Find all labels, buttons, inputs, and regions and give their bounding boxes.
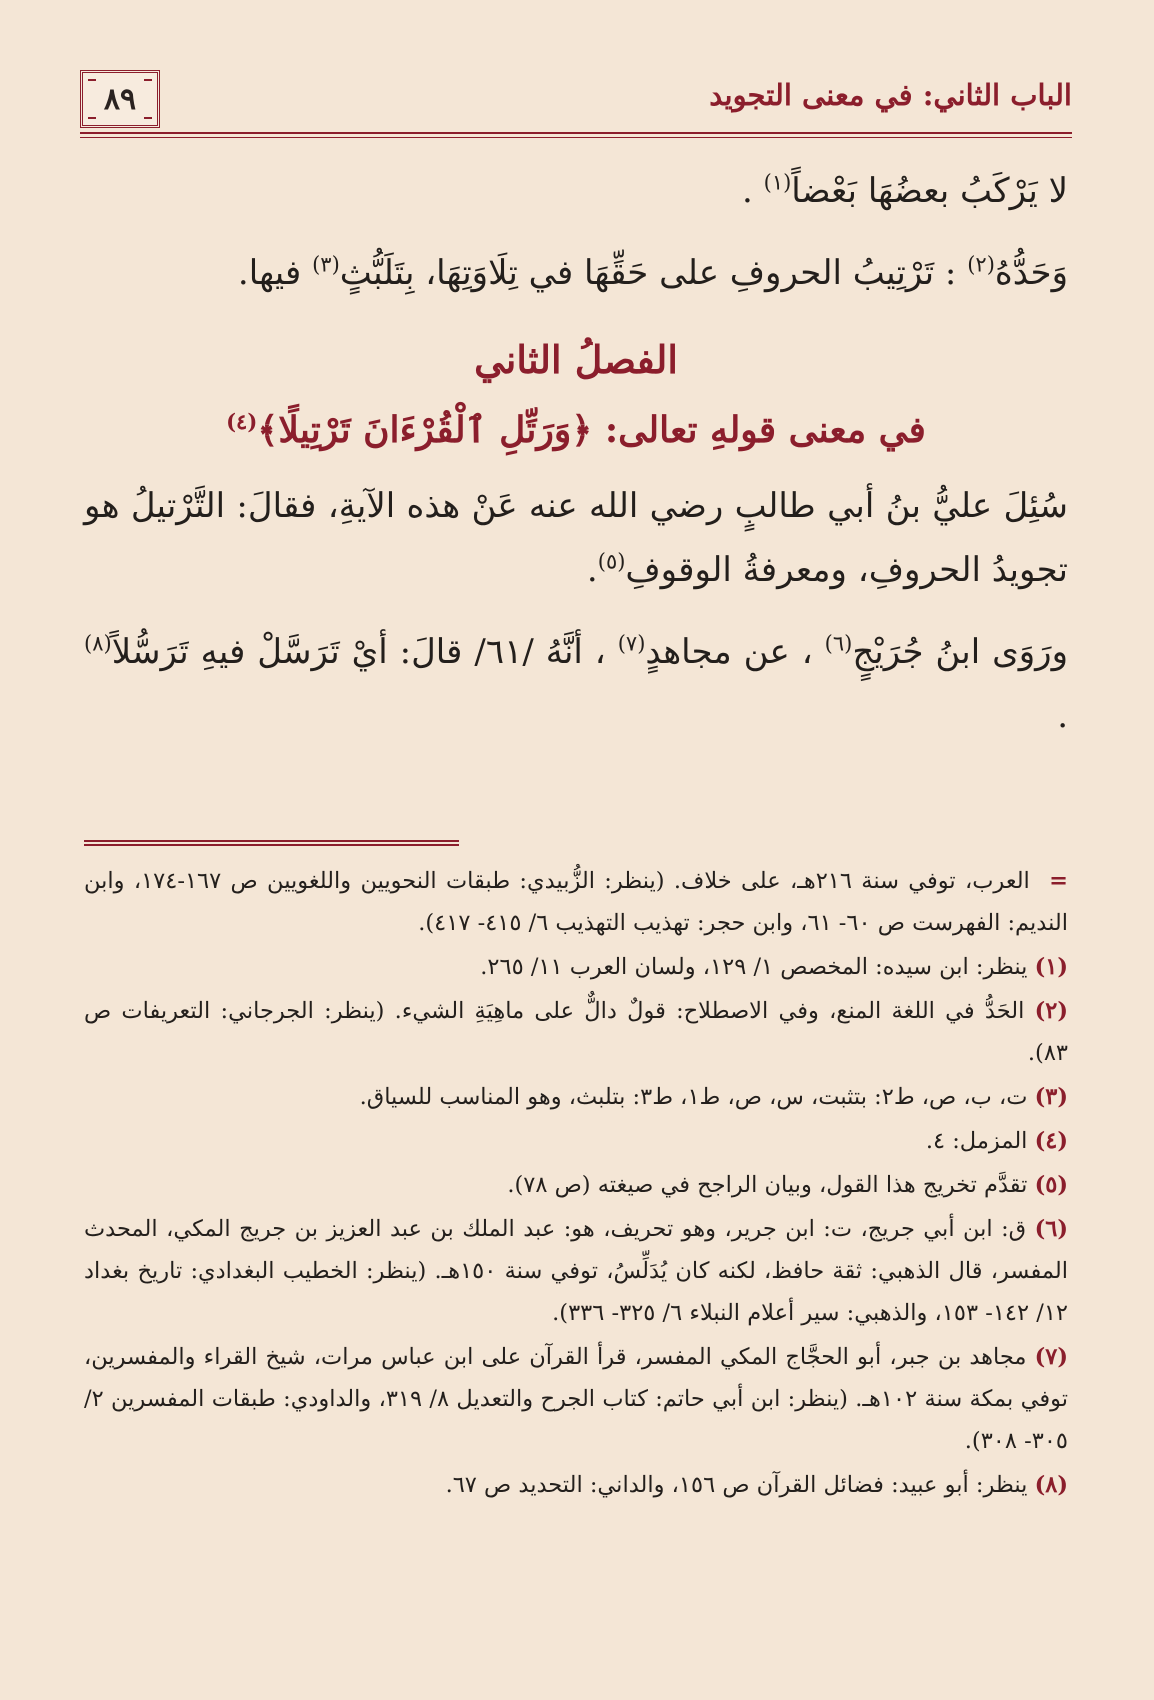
- footnote-ref: (٤): [226, 409, 258, 434]
- text-run: فيها.: [237, 253, 302, 293]
- page-number: ٨٩: [80, 70, 160, 128]
- footnote-6: [84, 1208, 1068, 1334]
- footnote-ref: (٢): [967, 252, 995, 277]
- text-line: [84, 242, 1068, 304]
- paragraph: [84, 474, 1068, 602]
- footnote-text: مجاهد بن جبر، أبو الحجَّاج المكي المفسر، قرأ القرآن على ابن عباس مرات، شيخ القراء والمفسرين، توفي بمكة سنة ١٠٢هـ. (ينظر: ابن أبي حاتم: كتاب الجرح والتعديل ٨/ ٣١٩، والداودي: طبقات المفسرين ٢/ ٣٠٥- ٣٠٨).: [84, 1344, 1068, 1454]
- main-text: [84, 160, 1068, 748]
- footnote-text: العرب، توفي سنة ٢١٦هـ، على خلاف. (ينظر: الزُّبيدي: طبقات النحويين واللغويين ص ١٦٧-١٧٤، وابن النديم: الفهرست ص ٦٠- ٦١، وابن حجر: تهذيب التهذيب ٦/ ٤١٥- ٤١٧).: [84, 868, 1068, 936]
- footnote-8: [84, 1464, 1068, 1506]
- footnote-5: [84, 1164, 1068, 1206]
- footnote-ref: (١): [763, 170, 792, 195]
- text-run: ورَوَى ابنُ جُرَيْجٍ: [852, 632, 1069, 672]
- footnote-marker: (١): [1034, 954, 1068, 980]
- quran-verse: ﴿وَرَتِّلِ ٱلْقُرْءَانَ تَرْتِيلًا﴾: [257, 409, 593, 451]
- footnote-ref: (٥): [597, 549, 626, 574]
- chapter-subtitle: [84, 398, 1068, 462]
- text-run: : تَرْتِيبُ الحروفِ على حَقِّهَا في تِلَاوَتِهَا، بِتَلَبُّثٍ: [339, 253, 957, 293]
- footnote-1: [84, 946, 1068, 988]
- text-run: .: [1057, 696, 1068, 736]
- footnote-rule: [84, 840, 459, 846]
- page-header: [80, 70, 1072, 140]
- footnote-text: ينظر: ابن سيده: المخصص ١/ ١٢٩، ولسان العرب ١١/ ٢٦٥.: [480, 954, 1028, 980]
- footnote-text: ينظر: أبو عبيد: فضائل القرآن ص ١٥٦، والداني: التحديد ص ٦٧.: [445, 1472, 1028, 1498]
- text-run: ، أنَّهُ /٦١/ قالَ: أيْ تَرَسَّلْ فيهِ تَرَسُّلاً: [111, 632, 606, 672]
- text-run: .: [586, 550, 598, 590]
- chapter-title: الفصلُ الثاني: [474, 337, 678, 382]
- footnote-3: [84, 1076, 1068, 1118]
- footnote-text: ق: ابن أبي جريج، ت: ابن جرير، وهو تحريف، هو: عبد الملك بن عبد العزيز بن جريج المكي، المحدث المفسر، قال الذهبي: ثقة حافظ، لكنه كان يُدَلِّسُ، توفي سنة ١٥٠هـ. (ينظر: الخطيب البغدادي: تاريخ بغداد ١٢/ ١٤٢- ١٥٣، والذهبي: سير أعلام النبلاء ٦/ ٣٢٥- ٣٣٦).: [84, 1216, 1068, 1326]
- text-run: لا يَرْكَبُ بعضُهَا بَعْضاً: [791, 171, 1068, 211]
- header-rule: [80, 132, 1072, 138]
- footnote-marker: (٥): [1034, 1172, 1068, 1198]
- footnote-text: الحَدُّ في اللغة المنع، وفي الاصطلاح: قولٌ دالٌّ على ماهِيَةِ الشيء. (ينظر: الجرجاني: التعريفات ص ٨٣).: [84, 998, 1068, 1066]
- running-head: الباب الثاني: في معنى التجويد: [709, 78, 1072, 112]
- footnote-ref: (٣): [312, 252, 340, 277]
- text-run: سُئِلَ عليُّ بنُ أبي طالبٍ رضي الله عنه عَنْ هذه الآيةِ، فقالَ: التَّرْتيلُ هو تجويدُ الحروفِ، ومعرفةُ الوقوفِ: [84, 486, 1068, 590]
- text-run: .: [741, 171, 753, 211]
- paragraph: [84, 620, 1068, 748]
- footnotes: [84, 860, 1068, 1508]
- footnote-marker: (٦): [1034, 1216, 1068, 1242]
- footnote-marker: (٢): [1034, 998, 1068, 1024]
- text-run: ، عن مجاهدٍ: [645, 632, 813, 672]
- footnote-continuation: [84, 860, 1068, 944]
- footnote-ref: (٨): [84, 631, 112, 656]
- footnote-marker: (٧): [1034, 1344, 1068, 1370]
- footnote-7: [84, 1336, 1068, 1462]
- footnote-2: [84, 990, 1068, 1074]
- footnote-4: [84, 1120, 1068, 1162]
- text-line: [84, 160, 1068, 222]
- continuation-mark: =: [1049, 868, 1068, 894]
- subtitle-prefix: في معنى قولهِ تعالى:: [604, 409, 926, 451]
- footnote-ref: (٧): [617, 631, 646, 656]
- footnote-marker: (٤): [1034, 1128, 1068, 1154]
- footnote-text: ت، ب، ص، ط٢: بتثبت، س، ص، ط١، ط٣: بتلبث، وهو المناسب للسياق.: [359, 1084, 1028, 1110]
- text-run: وَحَدُّهُ: [994, 253, 1068, 293]
- footnote-marker: (٨): [1034, 1472, 1068, 1498]
- footnote-ref: (٦): [824, 631, 853, 656]
- footnote-marker: (٣): [1034, 1084, 1068, 1110]
- footnote-text: تقدَّم تخريج هذا القول، وبيان الراجح في صيغته (ص ٧٨).: [507, 1172, 1028, 1198]
- footnote-text: المزمل: ٤.: [925, 1128, 1028, 1154]
